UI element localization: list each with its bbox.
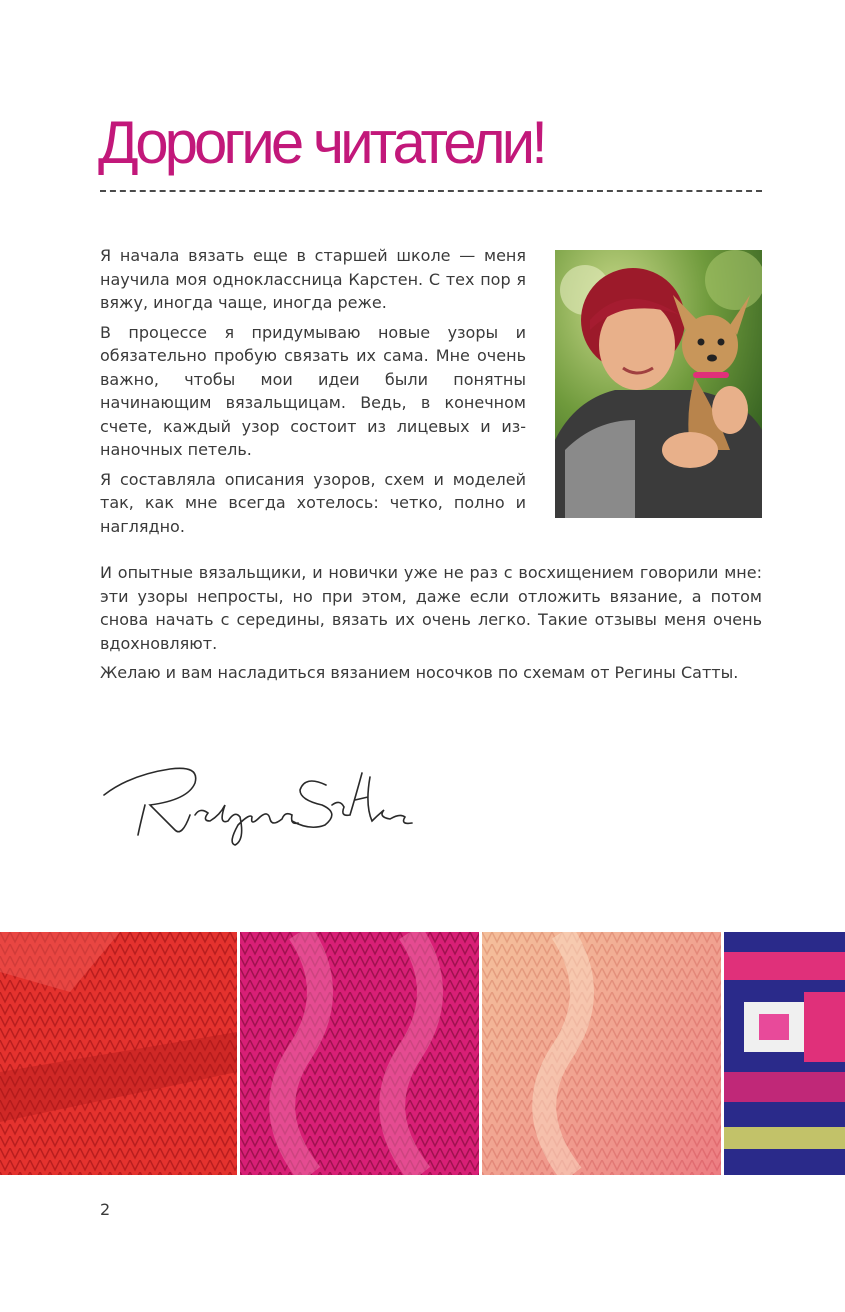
closing-text [100,561,762,691]
paragraph-4: И опытные вязальщики, и новички уже не раз с восхищением говорили мне: эти узоры непросты, но при этом, даже если отложить вязание, а потом снова начать с середины, вязать их очень легко. Такие отзывы меня очень вдохновляют. [100,563,762,653]
knit-swatch-pink [240,932,479,1175]
knit-swatch-peach [482,932,721,1175]
paragraph-3: Я составляла описания узоров, схем и моделей так, как мне всегда хотелось: четко, полно и наглядно. [100,469,526,536]
dashed-divider [100,190,762,192]
knit-swatch-red [0,932,237,1175]
page-title: Дорогие читатели! [98,109,544,176]
author-signature [100,755,420,850]
page-number: 2 [100,1200,111,1219]
author-photo [555,250,762,518]
knit-swatch-navy-pink [724,932,845,1175]
paragraph-1: Я начала вязать еще в старшей школе — меня научила моя одноклассница Карстен. С тех пор я вяжу, иногда чаще, иногда реже. [100,246,526,312]
paragraph-5: Желаю и вам насладиться вязанием носочков по схемам от Регины Сатты. [100,663,739,682]
intro-column [100,244,526,544]
paragraph-2: В процессе я придумываю новые узоры и обязательно пробую связать их сама. Мне очень важно, чтобы мои идеи были понятны начинающим вязальщицам. Ведь, в конечном счете, каждый узор состоит из лицевых и изнаночных петель. [100,322,526,459]
